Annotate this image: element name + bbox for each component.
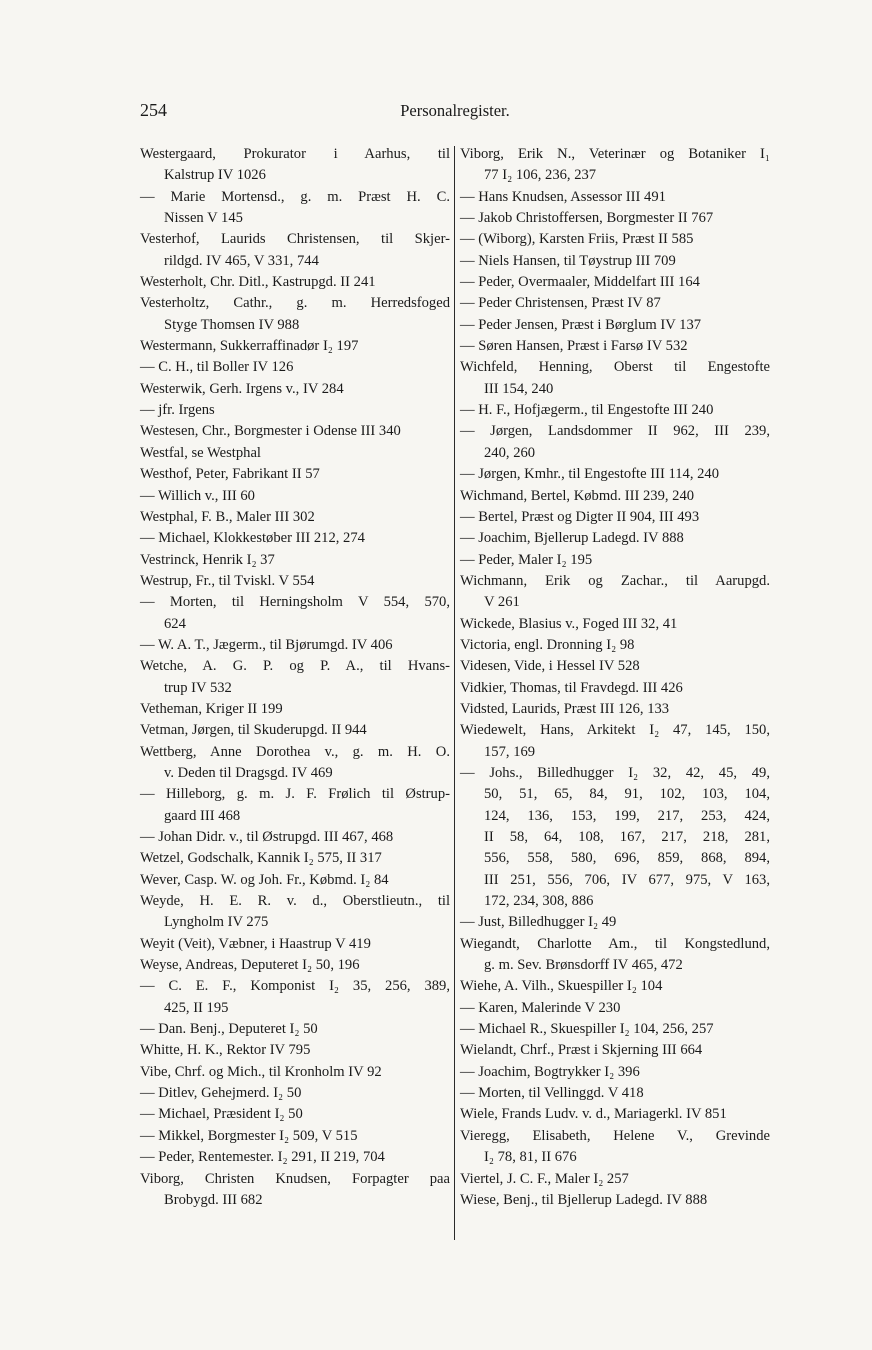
register-entry-line: III 154, 240 — [484, 380, 554, 397]
register-entry-line: — Michael, Præsident I₂ 50 — [140, 1106, 303, 1123]
register-entry-line: Westesen, Chr., Borgmester i Odense III 340 — [140, 423, 401, 440]
register-entry-line: — Jakob Christoffersen, Borgmester II 767 — [460, 210, 714, 227]
right-column — [460, 144, 770, 1211]
register-entry-line: Nissen V 145 — [164, 210, 243, 227]
register-entry-line: — Joachim, Bjellerup Ladegd. IV 888 — [460, 530, 684, 547]
register-entry-line: Westerwik, Gerh. Irgens v., IV 284 — [140, 380, 344, 397]
register-entry-line: — Johan Didr. v., til Østrupgd. III 467, 468 — [140, 829, 394, 845]
register-entry-line: — Søren Hansen, Præst i Farsø IV 532 — [460, 338, 688, 355]
register-entry-line: Weyse, Andreas, Deputeret I₂ 50, 196 — [140, 957, 360, 974]
register-entry-line: — Morten, til Herningsholm V 554, 570, — [140, 594, 450, 611]
register-entry-line: v. Deden til Dragsgd. IV 469 — [164, 764, 333, 781]
register-entry-line: Westhof, Peter, Fabrikant II 57 — [140, 466, 320, 483]
register-entry-line: — Michael, Klokkestøber III 212, 274 — [140, 530, 365, 547]
page-title: Personalregister. — [400, 101, 510, 120]
register-entry-line: 50, 51, 65, 84, 91, 102, 103, 104, — [484, 786, 770, 803]
register-entry-line: — Dan. Benj., Deputeret I₂ 50 — [140, 1021, 318, 1038]
register-entry-line: trup IV 532 — [164, 679, 232, 696]
register-entry-line: Lyngholm IV 275 — [164, 914, 269, 931]
register-entry-line: — Niels Hansen, til Tøystrup III 709 — [460, 252, 676, 269]
register-entry-line: Vesterhof, Laurids Christensen, til Skjer- — [140, 231, 450, 248]
left-column — [140, 144, 450, 1211]
register-entry-line: Westrup, Fr., til Tviskl. V 554 — [140, 572, 315, 589]
register-entry-line: — Jørgen, Kmhr., til Engestofte III 114, 240 — [460, 466, 720, 483]
register-entry-line: 425, II 195 — [164, 999, 229, 1016]
register-entry-line: — W. A. T., Jægerm., til Bjørumgd. IV 406 — [140, 636, 393, 653]
register-entry-line: Wiehe, A. Vilh., Skuespiller I₂ 104 — [460, 978, 663, 995]
register-entry-line: — Marie Mortensd., g. m. Præst H. C. — [140, 188, 450, 205]
register-entry-line: Wiele, Frands Ludv. v. d., Mariagerkl. IV 851 — [460, 1106, 727, 1123]
page-header — [140, 100, 770, 124]
register-entry-line: Vidsted, Laurids, Præst III 126, 133 — [460, 700, 670, 717]
register-entry-line: Westermann, Sukkerraffinadør I₂ 197 — [140, 338, 359, 355]
column-divider — [454, 146, 455, 1240]
register-entry-line: Westfal, se Westphal — [140, 444, 261, 461]
register-entry-line: — H. F., Hofjægerm., til Engestofte III 240 — [460, 402, 714, 419]
register-entry-line: Wichmann, Erik og Zachar., til Aarupgd. — [460, 572, 770, 589]
register-entry-line: — Ditlev, Gehejmerd. I₂ 50 — [140, 1085, 302, 1102]
register-entry-line: — Willich v., III 60 — [140, 487, 255, 504]
register-entry-line: Vibe, Chrf. og Mich., til Kronholm IV 92 — [140, 1063, 382, 1080]
register-entry-line: I₂ 78, 81, II 676 — [484, 1149, 577, 1166]
register-entry-line: — Johs., Billedhugger I₂ 32, 42, 45, 49, — [460, 764, 770, 781]
register-entry-line: g. m. Sev. Brønsdorff IV 465, 472 — [484, 957, 683, 974]
register-entry-line: — Karen, Malerinde V 230 — [460, 999, 621, 1016]
register-entry-line: — Peder Jensen, Præst i Børglum IV 137 — [460, 316, 702, 333]
register-entry-line: Wickede, Blasius v., Foged III 32, 41 — [460, 615, 678, 632]
register-entry-line: Wichfeld, Henning, Oberst til Engestofte — [460, 359, 770, 376]
register-entry-line: Wielandt, Chrf., Præst i Skjerning III 664 — [460, 1042, 703, 1059]
register-entry-line: — Peder, Maler I₂ 195 — [460, 551, 593, 568]
register-entry-line: — Peder, Rentemester. I₂ 291, II 219, 704 — [140, 1149, 385, 1166]
register-entry-line: V 261 — [484, 594, 520, 611]
register-entry-line: Westergaard, Prokurator i Aarhus, til — [140, 146, 450, 162]
register-entry-line: Wever, Casp. W. og Joh. Fr., Købmd. I₂ 84 — [140, 871, 389, 888]
register-entry-line: 157, 169 — [484, 743, 536, 760]
register-entry-line: — Hans Knudsen, Assessor III 491 — [460, 188, 666, 205]
register-entry-line: 240, 260 — [484, 444, 536, 461]
register-entry-line: III 251, 556, 706, IV 677, 975, V 163, — [484, 871, 770, 888]
register-entry-line: — Joachim, Bogtrykker I₂ 396 — [460, 1063, 640, 1080]
register-entry-line: gaard III 468 — [164, 807, 241, 824]
register-entry-line: — Hilleborg, g. m. J. F. Frølich til Østrup- — [140, 786, 450, 803]
register-entry-line: — Just, Billedhugger I₂ 49 — [460, 914, 617, 931]
page-number: 254 — [140, 100, 167, 120]
register-entry-line: Weyit (Veit), Væbner, i Haastrup V 419 — [140, 935, 371, 952]
register-entry-line: Weyde, H. E. R. v. d., Oberstlieutn., til — [140, 893, 450, 910]
register-entry-line: Vetheman, Kriger II 199 — [140, 700, 283, 717]
register-entry-line: — Bertel, Præst og Digter II 904, III 493 — [460, 508, 700, 525]
register-entry-line: Vestrinck, Henrik I₂ 37 — [140, 551, 275, 568]
register-entry-line: Vieregg, Elisabeth, Helene V., Grevinde — [460, 1127, 770, 1144]
register-entry-line: Vidkier, Thomas, til Fravdegd. III 426 — [460, 679, 683, 696]
register-entry-line: 556, 558, 580, 696, 859, 868, 894, — [484, 850, 770, 867]
register-entry-line: — Morten, til Vellinggd. V 418 — [460, 1085, 644, 1102]
register-entry-line: Wetzel, Godschalk, Kannik I₂ 575, II 317 — [140, 850, 382, 867]
register-entry-line: — C. H., til Boller IV 126 — [140, 359, 294, 376]
register-entry-line: — Michael R., Skuespiller I₂ 104, 256, 257 — [460, 1021, 714, 1038]
register-entry-line: Brobygd. III 682 — [164, 1191, 263, 1208]
register-entry-line: — C. E. F., Komponist I₂ 35, 256, 389, — [140, 978, 450, 995]
register-entry-line: rildgd. IV 465, V 331, 744 — [164, 252, 319, 269]
register-entry-line: 172, 234, 308, 886 — [484, 893, 594, 910]
register-entry-line: — Peder Christensen, Præst IV 87 — [460, 295, 661, 312]
register-entry-line: Styge Thomsen IV 988 — [164, 316, 300, 333]
register-entry-line: Victoria, engl. Dronning I₂ 98 — [460, 636, 635, 653]
register-entry-line: Westphal, F. B., Maler III 302 — [140, 508, 315, 525]
register-entry-line: 124, 136, 153, 199, 217, 253, 424, — [484, 807, 770, 824]
register-entry-line: — Peder, Overmaaler, Middelfart III 164 — [460, 274, 700, 291]
register-entry-line: 624 — [164, 615, 186, 632]
register-entry-line: Wetche, A. G. P. og P. A., til Hvans- — [140, 658, 450, 675]
register-entry-line: Wettberg, Anne Dorothea v., g. m. H. O. — [140, 743, 450, 760]
register-entry-line: — (Wiborg), Karsten Friis, Præst II 585 — [460, 231, 694, 248]
register-entry-line: Kalstrup IV 1026 — [164, 167, 266, 184]
register-entry-line: Wiegandt, Charlotte Am., til Kongstedlund, — [460, 935, 770, 952]
register-entry-line: Whitte, H. K., Rektor IV 795 — [140, 1042, 311, 1059]
register-entry-line: — Jørgen, Landsdommer II 962, III 239, — [460, 423, 770, 440]
register-entry-line: Videsen, Vide, i Hessel IV 528 — [460, 658, 640, 675]
register-entry-line: Westerholt, Chr. Ditl., Kastrupgd. II 241 — [140, 274, 376, 291]
register-entry-line: Wiese, Benj., til Bjellerup Ladegd. IV 888 — [460, 1191, 708, 1208]
register-entry-line: Viborg, Christen Knudsen, Forpagter paa — [140, 1170, 450, 1187]
register-entry-line: Wichmand, Bertel, Købmd. III 239, 240 — [460, 487, 695, 504]
register-entry-line: — Mikkel, Borgmester I₂ 509, V 515 — [140, 1127, 358, 1144]
register-entry-line: Vesterholtz, Cathr., g. m. Herredsfoged — [140, 295, 450, 312]
register-entry-line: 77 I₂ 106, 236, 237 — [484, 167, 597, 184]
register-entry-line: II 58, 64, 108, 167, 217, 218, 281, — [484, 829, 770, 845]
register-entry-line: — jfr. Irgens — [140, 402, 215, 419]
register-entry-line: Viborg, Erik N., Veterinær og Botaniker I₁ — [460, 146, 770, 162]
register-entry-line: Wiedewelt, Hans, Arkitekt I₂ 47, 145, 150, — [460, 722, 770, 739]
register-entry-line: Viertel, J. C. F., Maler I₂ 257 — [460, 1170, 629, 1187]
register-entry-line: Vetman, Jørgen, til Skuderupgd. II 944 — [140, 722, 367, 739]
